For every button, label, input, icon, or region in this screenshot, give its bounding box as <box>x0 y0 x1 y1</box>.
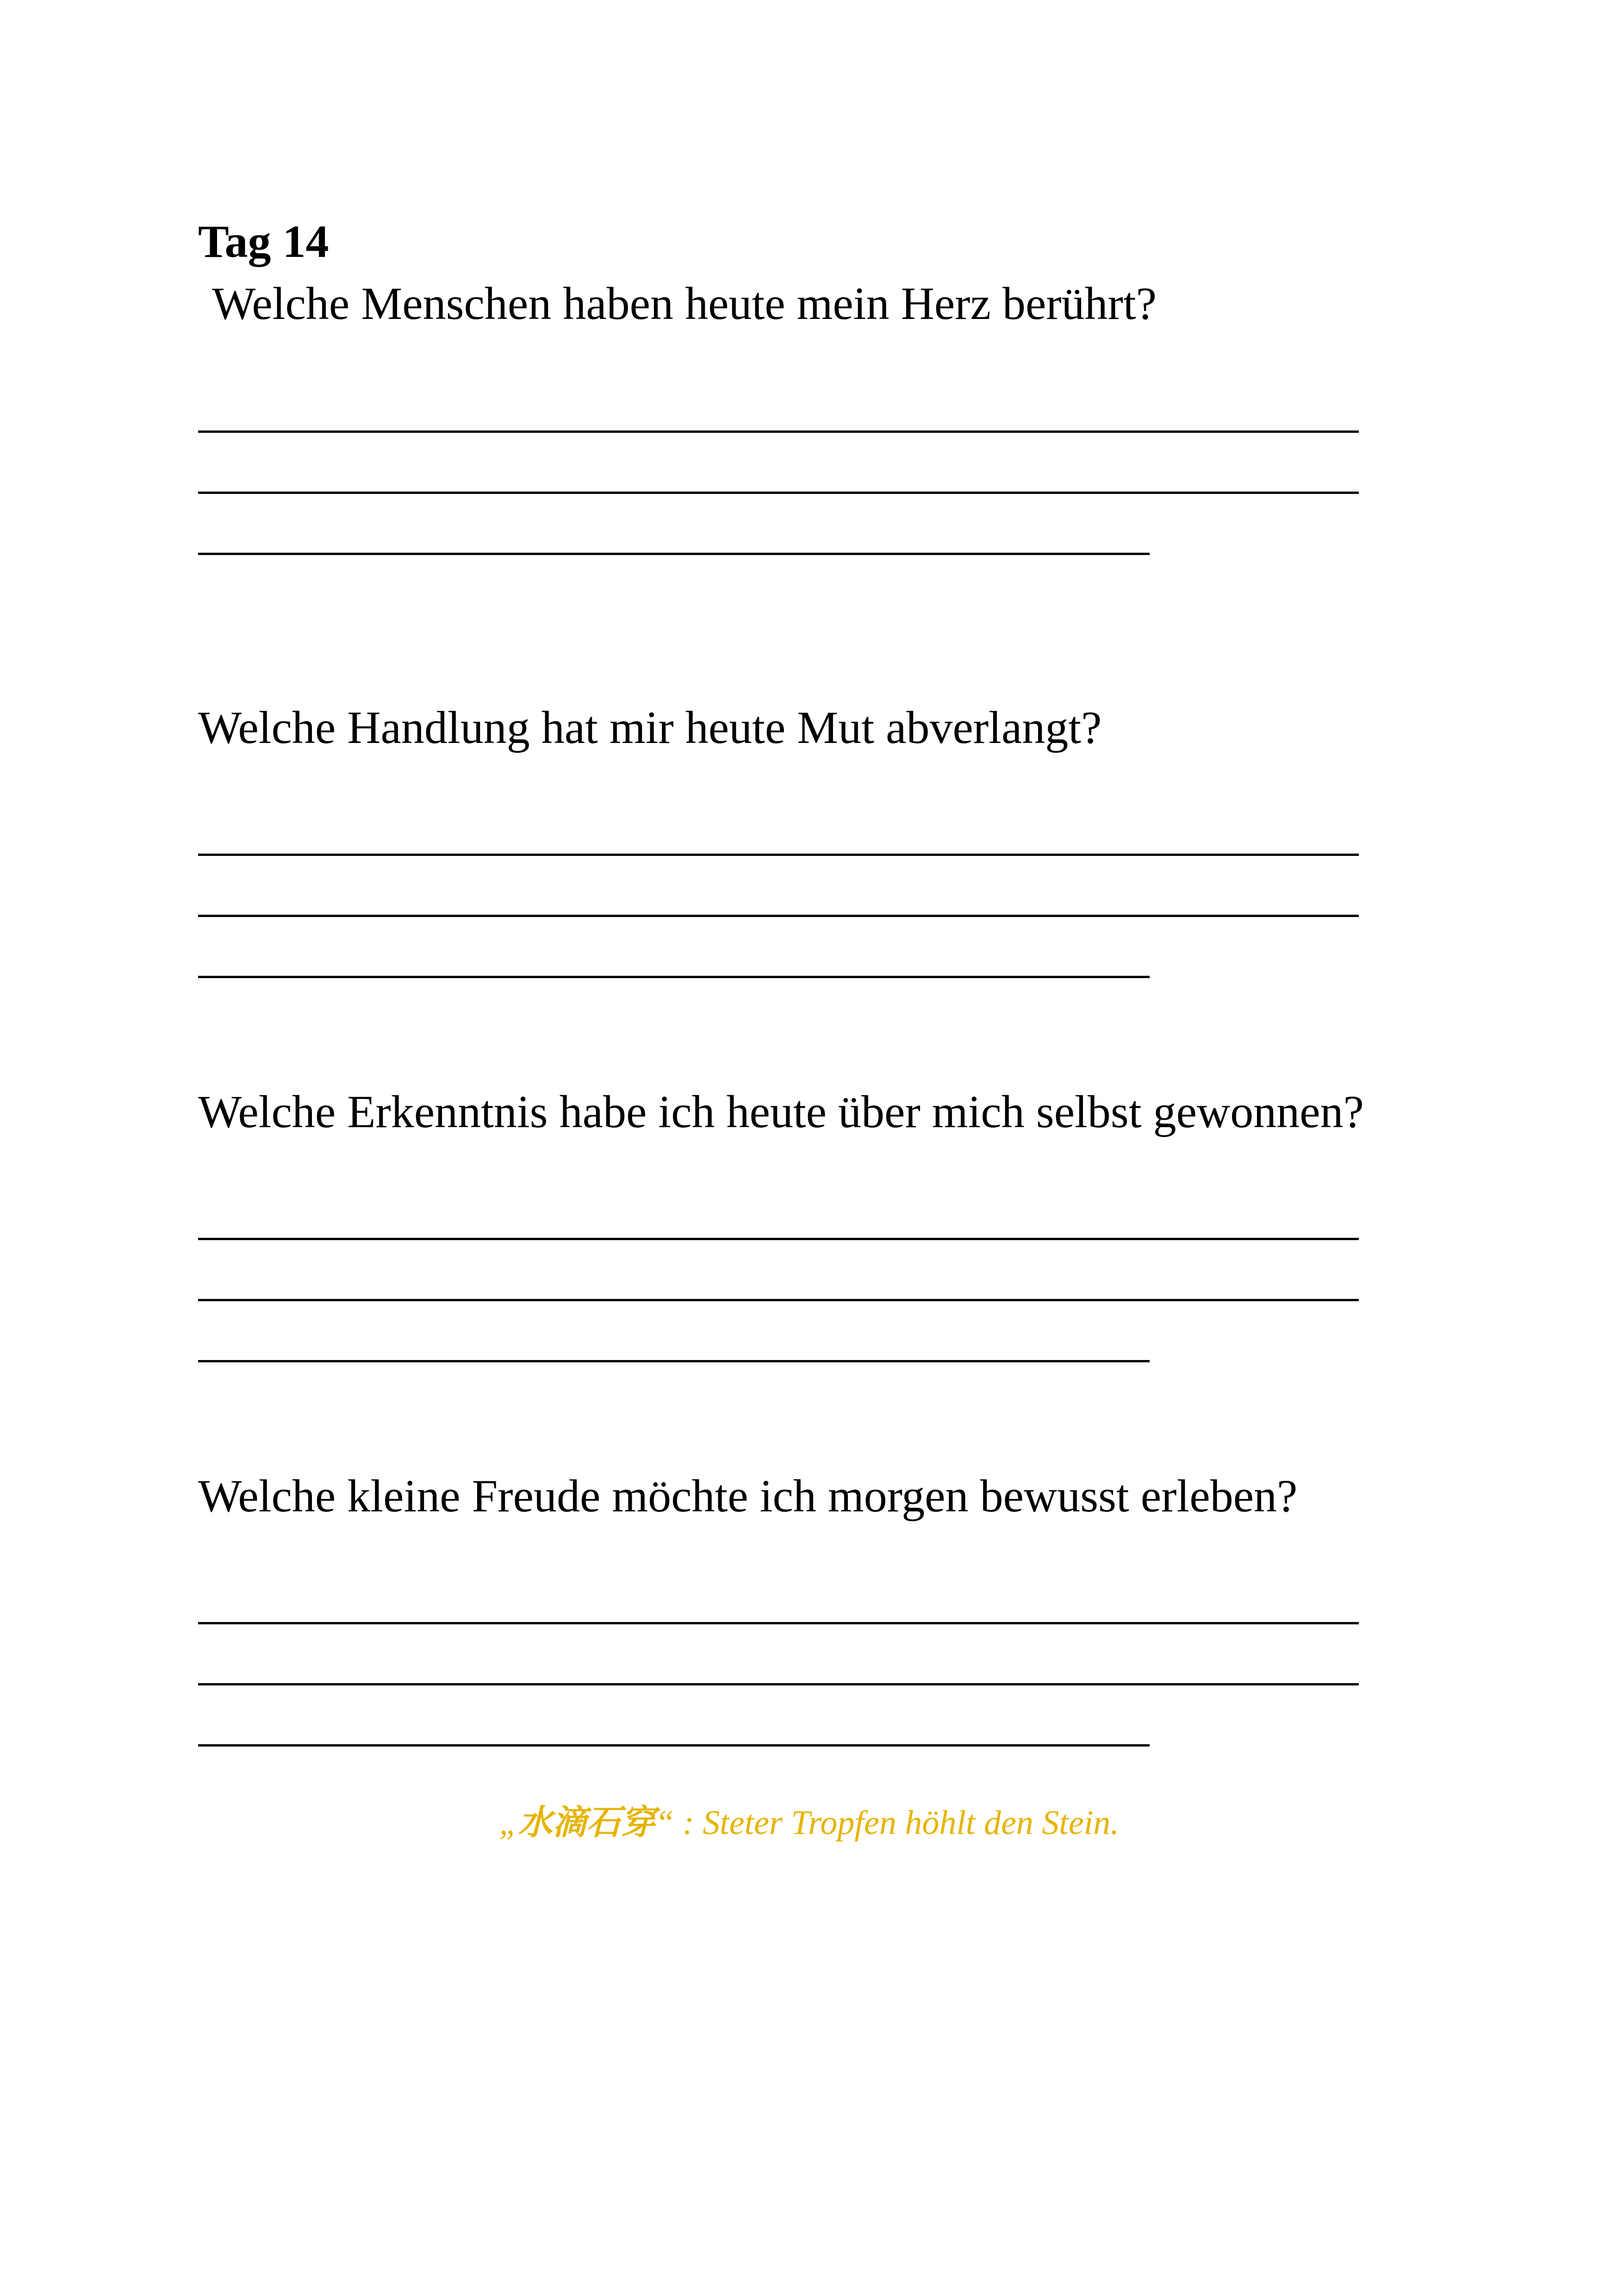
question-1: Welche Menschen haben heute mein Herz berührt? <box>212 278 1157 329</box>
quote-open-mark: „ <box>499 1804 518 1842</box>
quote-chinese: 水滴石穿 <box>518 1803 655 1842</box>
day-title: Tag 14 <box>198 216 329 267</box>
answer-line-3-3[interactable] <box>198 1360 1150 1362</box>
answer-line-4-3[interactable] <box>198 1744 1150 1747</box>
answer-line-3-2[interactable] <box>198 1299 1359 1301</box>
answer-line-3-1[interactable] <box>198 1238 1359 1240</box>
answer-line-2-3[interactable] <box>198 976 1150 978</box>
question-4: Welche kleine Freude möchte ich morgen bewusst erleben? <box>198 1470 1298 1522</box>
answer-line-4-1[interactable] <box>198 1622 1359 1624</box>
quote-separator: : <box>674 1804 703 1842</box>
answer-line-2-2[interactable] <box>198 915 1359 917</box>
quote-translation: Steter Tropfen höhlt den Stein. <box>703 1804 1119 1842</box>
quote-close-mark: “ <box>655 1804 674 1842</box>
answer-line-1-3[interactable] <box>198 553 1150 555</box>
proverb-quote <box>0 1795 1618 1844</box>
answer-line-2-1[interactable] <box>198 854 1359 856</box>
answer-line-4-2[interactable] <box>198 1683 1359 1685</box>
answer-line-1-2[interactable] <box>198 492 1359 494</box>
question-2: Welche Handlung hat mir heute Mut abverlangt? <box>198 702 1102 753</box>
answer-line-1-1[interactable] <box>198 430 1359 433</box>
question-3: Welche Erkenntnis habe ich heute über mich selbst gewonnen? <box>198 1086 1364 1137</box>
